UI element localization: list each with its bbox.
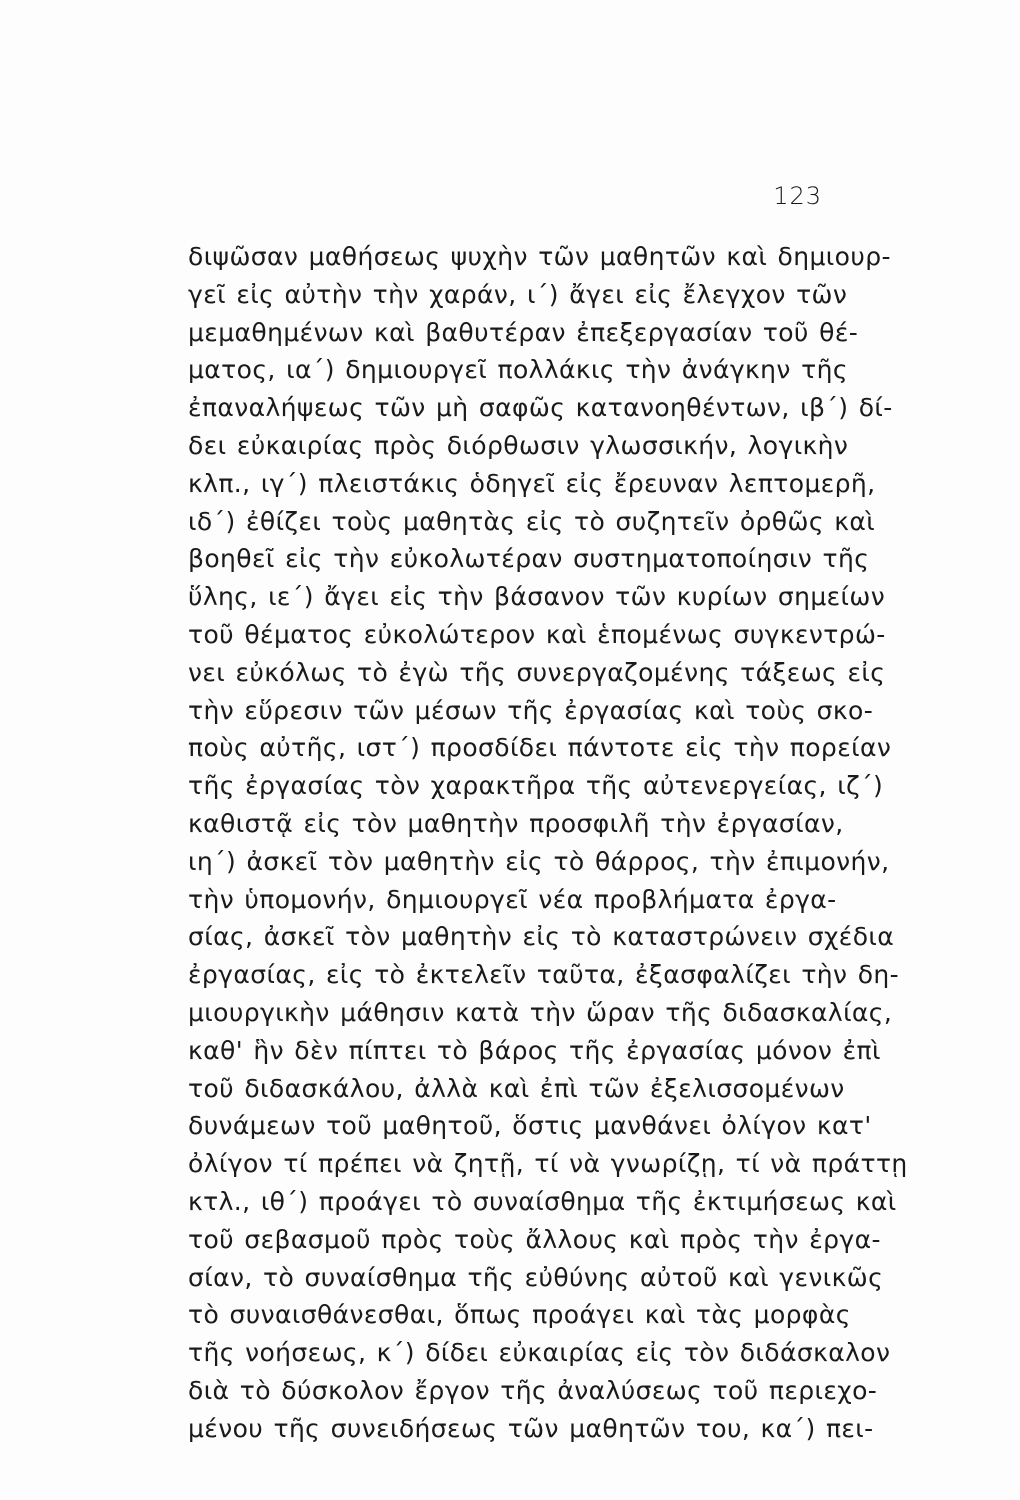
text-line: γεῖ εἰς αὐτὴν τὴν χαράν, ι΄) ἄγει εἰς ἔλεγχον τῶν xyxy=(188,279,848,309)
text-line: ἐπαναλήψεως τῶν μὴ σαφῶς κατανοηθέντων, ιβ΄) δί- xyxy=(188,393,893,423)
page-number: 123 xyxy=(773,182,822,210)
text-line: ματος, ια΄) δημιουργεῖ πολλάκις τὴν ἀνάγκην τῆς xyxy=(188,355,848,385)
text-line: τοῦ σεβασμοῦ πρὸς τοὺς ἄλλους καὶ πρὸς τὴν ἐργα- xyxy=(188,1224,881,1254)
text-line: διψῶσαν μαθήσεως ψυχὴν τῶν μαθητῶν καὶ δημιουρ- xyxy=(188,242,891,271)
text-line: τῆς νοήσεως, κ΄) δίδει εὐκαιρίας εἰς τὸν διδάσκαλον xyxy=(188,1338,891,1368)
text-line: διὰ τὸ δύσκολον ἔργον τῆς ἀναλύσεως τοῦ περιεχο- xyxy=(188,1375,878,1405)
text-line: τὸ συναισθάνεσθαι, ὅπως προάγει καὶ τὰς μορφὰς xyxy=(188,1300,851,1330)
text-line: τὴν εὕρεσιν τῶν μέσων τῆς ἐργασίας καὶ τοὺς σκο- xyxy=(188,695,874,725)
text-line: μιουργικὴν μάθησιν κατὰ τὴν ὥραν τῆς διδασκαλίας, xyxy=(188,997,893,1027)
text-line: ὀλίγον τί πρέπει νὰ ζητῇ, τί νὰ γνωρίζῃ, τί νὰ πράττῃ xyxy=(188,1149,908,1179)
text-line: σίας, ἀσκεῖ τὸν μαθητὴν εἰς τὸ καταστρώνειν σχέδια xyxy=(188,922,895,952)
text-line: κλπ., ιγ΄) πλειστάκις ὁδηγεῖ εἰς ἔρευναν λεπτομερῆ, xyxy=(188,468,876,498)
text-line: καθιστᾷ εἰς τὸν μαθητὴν προσφιλῆ τὴν ἐργασίαν, xyxy=(188,808,844,838)
text-line: μένου τῆς συνειδήσεως τῶν μαθητῶν του, κα΄) πει- xyxy=(188,1413,874,1443)
body-text xyxy=(188,238,908,1448)
text-line: βοηθεῖ εἰς τὴν εὐκολωτέραν συστηματοποίησιν τῆς xyxy=(188,544,870,574)
text-line: ὕλης, ιε΄) ἄγει εἰς τὴν βάσανον τῶν κυρίων σημείων xyxy=(188,582,886,612)
text-line: κτλ., ιθ΄) προάγει τὸ συναίσθημα τῆς ἐκτιμήσεως καὶ xyxy=(188,1186,897,1216)
text-line: ἐργασίας, εἰς τὸ ἐκτελεῖν ταῦτα, ἐξασφαλίζει τὴν δη- xyxy=(188,960,900,990)
text-line: τῆς ἐργασίας τὸν χαρακτῆρα τῆς αὐτενεργείας, ιζ΄) xyxy=(188,771,884,801)
text-line: ιη΄) ἀσκεῖ τὸν μαθητὴν εἰς τὸ θάρρος, τὴν ἐπιμονήν, xyxy=(188,846,890,876)
text-line: μεμαθημένων καὶ βαθυτέραν ἐπεξεργασίαν τοῦ θέ- xyxy=(188,317,859,347)
text-line: τοῦ θέματος εὐκολώτερον καὶ ἑπομένως συγκεντρώ- xyxy=(188,619,886,649)
text-line: δει εὐκαιρίας πρὸς διόρθωσιν γλωσσικήν, λογικὴν xyxy=(188,430,849,460)
text-line: τοῦ διδασκάλου, ἀλλὰ καὶ ἐπὶ τῶν ἐξελισσομένων xyxy=(188,1073,845,1103)
text-line: ποὺς αὐτῆς, ιστ΄) προσδίδει πάντοτε εἰς τὴν πορείαν xyxy=(188,733,892,763)
text-line: τὴν ὑπομονήν, δημιουργεῖ νέα προβλήματα ἐργα- xyxy=(188,884,837,914)
text-line: νει εὐκόλως τὸ ἐγὼ τῆς συνεργαζομένης τάξεως εἰς xyxy=(188,657,886,687)
text-line: σίαν, τὸ συναίσθημα τῆς εὐθύνης αὐτοῦ καὶ γενικῶς xyxy=(188,1262,884,1292)
text-line: δυνάμεων τοῦ μαθητοῦ, ὅστις μανθάνει ὀλίγον κατ' xyxy=(188,1111,872,1141)
text-line: καθ' ἣν δὲν πίπτει τὸ βάρος τῆς ἐργασίας μόνον ἐπὶ xyxy=(188,1035,881,1065)
text-line: ιδ΄) ἐθίζει τοὺς μαθητὰς εἰς τὸ συζητεῖν ὀρθῶς καὶ xyxy=(188,506,876,536)
